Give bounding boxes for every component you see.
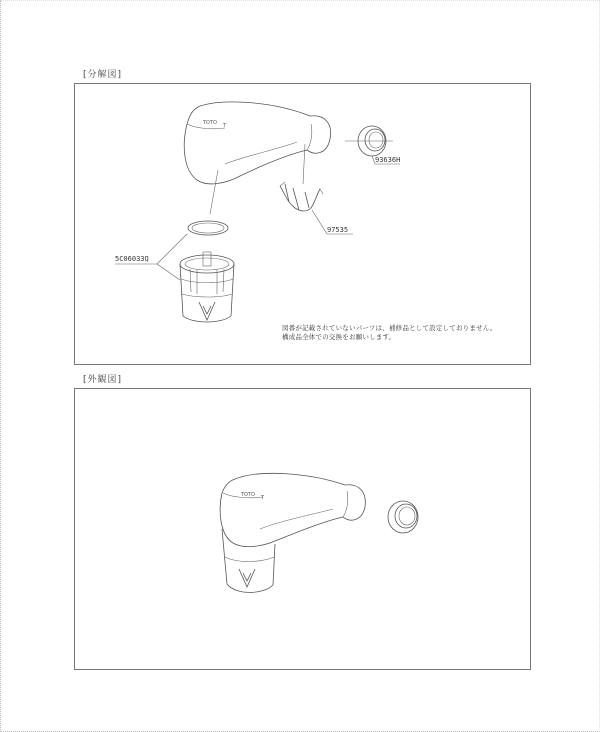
svg-text:T: T xyxy=(223,123,227,129)
assembled-faucet-handle-drawing xyxy=(220,473,365,592)
clip-part-number: 97535 xyxy=(327,226,349,234)
ring-part-number: 93636H xyxy=(375,156,401,164)
exploded-view-frame xyxy=(74,83,531,365)
exploded-view-drawing xyxy=(75,84,530,364)
exploded-view-title: [分解図] xyxy=(83,70,123,80)
cartridge-part-drawing xyxy=(180,252,234,322)
parts-note xyxy=(282,324,528,342)
parts-note-line-1: 図番が記載されていないパーツは、補修品として設定しておりません。 xyxy=(282,324,497,332)
external-view-drawing xyxy=(75,389,530,669)
svg-text:TOTO: TOTO xyxy=(203,120,217,126)
cartridge-part-number: 5C06033Q xyxy=(115,255,149,263)
external-view-frame xyxy=(74,388,531,670)
svg-text:T: T xyxy=(261,495,265,501)
lever-handle-drawing xyxy=(184,102,330,184)
svg-text:TOTO: TOTO xyxy=(241,492,255,498)
gasket-ring-drawing xyxy=(188,221,228,235)
clip-part-drawing xyxy=(280,144,353,234)
assembled-ring-drawing xyxy=(388,501,418,533)
parts-note-line-2: 構成品全体での交換をお願いします。 xyxy=(282,333,396,341)
external-view-title: [外観図] xyxy=(83,375,123,385)
